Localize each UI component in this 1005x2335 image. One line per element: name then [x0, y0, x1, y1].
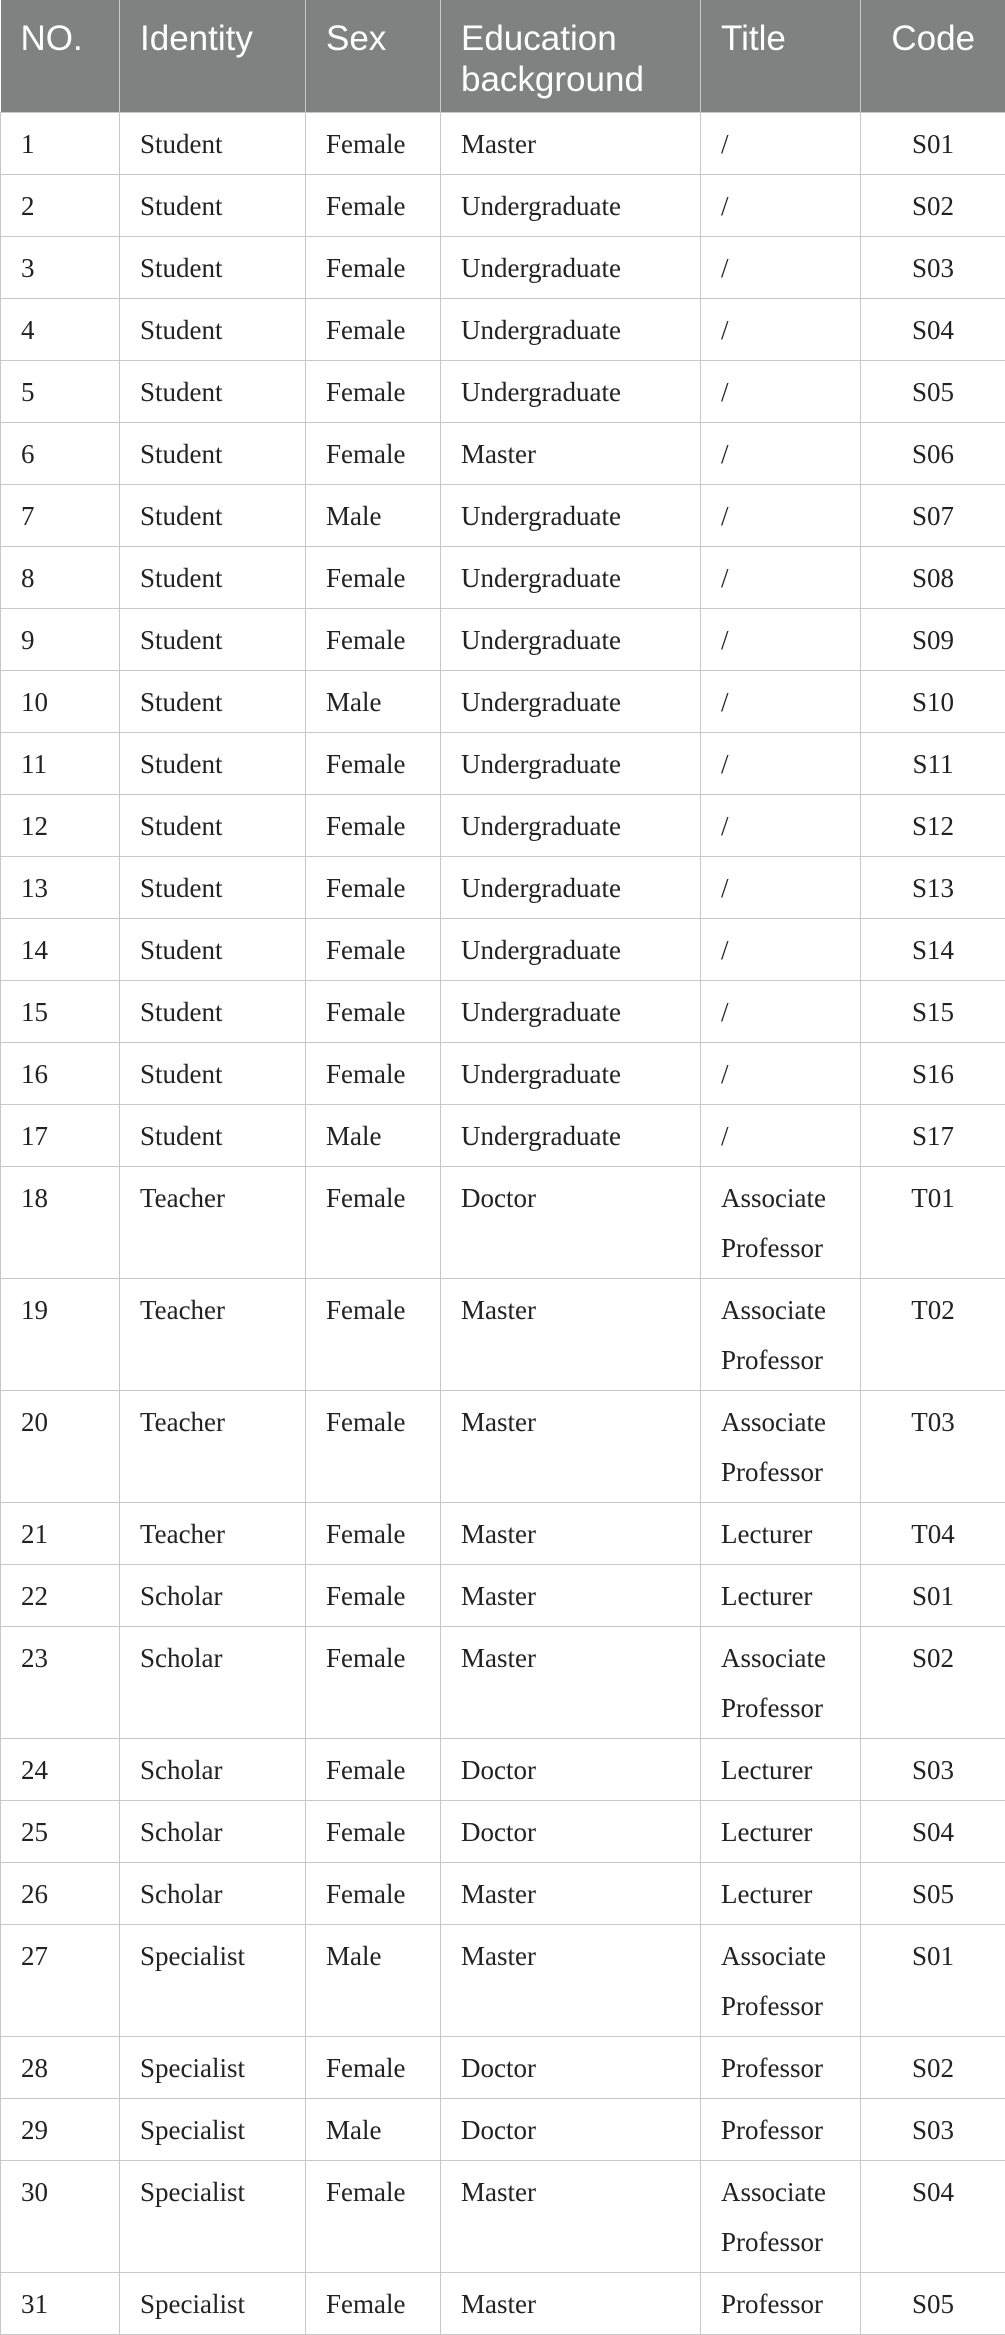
cell-sex: Female	[306, 2161, 441, 2273]
cell-code: S04	[861, 299, 1005, 361]
cell-title: /	[701, 547, 861, 609]
cell-sex: Male	[306, 485, 441, 547]
table-row	[1, 2099, 1005, 2161]
cell-title: /	[701, 981, 861, 1043]
cell-no: 30	[1, 2161, 120, 2273]
table-row	[1, 857, 1005, 919]
table-row	[1, 113, 1005, 175]
cell-identity: Student	[120, 919, 306, 981]
cell-sex: Male	[306, 1925, 441, 2037]
cell-education: Master	[441, 423, 701, 485]
cell-code: S05	[861, 2273, 1005, 2335]
cell-code: S01	[861, 1565, 1005, 1627]
cell-code: S04	[861, 2161, 1005, 2273]
cell-title: /	[701, 733, 861, 795]
cell-education: Doctor	[441, 1167, 701, 1279]
cell-identity: Student	[120, 981, 306, 1043]
header-code: Code	[861, 0, 1005, 113]
cell-identity: Scholar	[120, 1627, 306, 1739]
cell-identity: Student	[120, 423, 306, 485]
table-row	[1, 423, 1005, 485]
cell-education: Master	[441, 1391, 701, 1503]
cell-no: 2	[1, 175, 120, 237]
cell-title: /	[701, 609, 861, 671]
cell-title: /	[701, 1105, 861, 1167]
cell-title: Associate Professor	[701, 2161, 861, 2273]
cell-code: S06	[861, 423, 1005, 485]
cell-sex: Female	[306, 175, 441, 237]
cell-education: Undergraduate	[441, 795, 701, 857]
cell-identity: Student	[120, 237, 306, 299]
cell-sex: Female	[306, 2273, 441, 2335]
cell-code: S02	[861, 1627, 1005, 1739]
cell-sex: Female	[306, 1801, 441, 1863]
cell-identity: Student	[120, 609, 306, 671]
table-row	[1, 981, 1005, 1043]
cell-code: S05	[861, 361, 1005, 423]
table-row	[1, 795, 1005, 857]
cell-education: Undergraduate	[441, 981, 701, 1043]
cell-code: S10	[861, 671, 1005, 733]
cell-code: S08	[861, 547, 1005, 609]
cell-identity: Student	[120, 857, 306, 919]
cell-identity: Specialist	[120, 2099, 306, 2161]
cell-identity: Student	[120, 795, 306, 857]
cell-no: 3	[1, 237, 120, 299]
cell-title: Professor	[701, 2099, 861, 2161]
cell-no: 31	[1, 2273, 120, 2335]
cell-sex: Female	[306, 857, 441, 919]
cell-title: /	[701, 485, 861, 547]
cell-no: 28	[1, 2037, 120, 2099]
cell-no: 24	[1, 1739, 120, 1801]
cell-identity: Student	[120, 733, 306, 795]
cell-education: Undergraduate	[441, 361, 701, 423]
header-education: Education background	[441, 0, 701, 113]
cell-title: /	[701, 795, 861, 857]
cell-sex: Female	[306, 1391, 441, 1503]
cell-code: T02	[861, 1279, 1005, 1391]
table-header	[1, 0, 1005, 113]
table-row	[1, 1627, 1005, 1739]
cell-identity: Student	[120, 671, 306, 733]
cell-education: Undergraduate	[441, 857, 701, 919]
table-row	[1, 547, 1005, 609]
cell-code: S11	[861, 733, 1005, 795]
cell-no: 29	[1, 2099, 120, 2161]
cell-no: 21	[1, 1503, 120, 1565]
cell-education: Undergraduate	[441, 609, 701, 671]
cell-title: /	[701, 175, 861, 237]
cell-sex: Female	[306, 1863, 441, 1925]
cell-sex: Female	[306, 1739, 441, 1801]
table-row	[1, 1801, 1005, 1863]
cell-code: S03	[861, 237, 1005, 299]
table-row	[1, 2273, 1005, 2335]
cell-title: /	[701, 857, 861, 919]
cell-sex: Female	[306, 1627, 441, 1739]
cell-title: /	[701, 423, 861, 485]
table-row	[1, 1925, 1005, 2037]
cell-identity: Teacher	[120, 1391, 306, 1503]
cell-education: Master	[441, 113, 701, 175]
table-row	[1, 1503, 1005, 1565]
cell-code: T01	[861, 1167, 1005, 1279]
table-row	[1, 1043, 1005, 1105]
cell-education: Undergraduate	[441, 175, 701, 237]
cell-education: Doctor	[441, 1801, 701, 1863]
table-row	[1, 175, 1005, 237]
table-row	[1, 361, 1005, 423]
cell-education: Undergraduate	[441, 671, 701, 733]
table-row	[1, 919, 1005, 981]
cell-code: S01	[861, 1925, 1005, 2037]
header-no: NO.	[1, 0, 120, 113]
cell-sex: Female	[306, 361, 441, 423]
table-row	[1, 1105, 1005, 1167]
cell-education: Undergraduate	[441, 733, 701, 795]
cell-education: Master	[441, 1503, 701, 1565]
cell-identity: Scholar	[120, 1739, 306, 1801]
cell-code: S15	[861, 981, 1005, 1043]
cell-code: T03	[861, 1391, 1005, 1503]
cell-identity: Specialist	[120, 1925, 306, 2037]
cell-no: 18	[1, 1167, 120, 1279]
cell-title: Associate Professor	[701, 1925, 861, 2037]
cell-no: 6	[1, 423, 120, 485]
table-row	[1, 2161, 1005, 2273]
table-body	[1, 113, 1005, 2335]
cell-sex: Female	[306, 423, 441, 485]
cell-sex: Female	[306, 609, 441, 671]
cell-sex: Female	[306, 113, 441, 175]
cell-title: Lecturer	[701, 1565, 861, 1627]
cell-code: S02	[861, 2037, 1005, 2099]
cell-education: Master	[441, 1627, 701, 1739]
header-identity: Identity	[120, 0, 306, 113]
cell-title: Professor	[701, 2273, 861, 2335]
cell-title: /	[701, 361, 861, 423]
header-sex: Sex	[306, 0, 441, 113]
header-title: Title	[701, 0, 861, 113]
cell-sex: Female	[306, 237, 441, 299]
cell-code: S02	[861, 175, 1005, 237]
table-row	[1, 1739, 1005, 1801]
cell-no: 12	[1, 795, 120, 857]
cell-sex: Female	[306, 1167, 441, 1279]
cell-title: /	[701, 1043, 861, 1105]
cell-no: 17	[1, 1105, 120, 1167]
cell-sex: Female	[306, 1043, 441, 1105]
cell-education: Doctor	[441, 2099, 701, 2161]
cell-title: /	[701, 237, 861, 299]
table-row	[1, 609, 1005, 671]
cell-title: Lecturer	[701, 1739, 861, 1801]
cell-sex: Female	[306, 919, 441, 981]
cell-no: 1	[1, 113, 120, 175]
cell-no: 19	[1, 1279, 120, 1391]
cell-identity: Student	[120, 113, 306, 175]
cell-identity: Scholar	[120, 1801, 306, 1863]
cell-education: Undergraduate	[441, 299, 701, 361]
cell-title: /	[701, 671, 861, 733]
cell-education: Master	[441, 1863, 701, 1925]
cell-sex: Female	[306, 981, 441, 1043]
cell-identity: Scholar	[120, 1565, 306, 1627]
table-row	[1, 237, 1005, 299]
cell-no: 20	[1, 1391, 120, 1503]
cell-identity: Student	[120, 361, 306, 423]
cell-sex: Female	[306, 1565, 441, 1627]
cell-title: Professor	[701, 2037, 861, 2099]
cell-no: 14	[1, 919, 120, 981]
table-row	[1, 2037, 1005, 2099]
cell-education: Undergraduate	[441, 919, 701, 981]
cell-code: S12	[861, 795, 1005, 857]
cell-identity: Teacher	[120, 1279, 306, 1391]
cell-title: Associate Professor	[701, 1391, 861, 1503]
cell-no: 13	[1, 857, 120, 919]
cell-no: 11	[1, 733, 120, 795]
table-row	[1, 1167, 1005, 1279]
cell-sex: Male	[306, 671, 441, 733]
cell-sex: Female	[306, 733, 441, 795]
cell-code: S13	[861, 857, 1005, 919]
cell-title: Lecturer	[701, 1801, 861, 1863]
cell-code: S03	[861, 2099, 1005, 2161]
cell-education: Master	[441, 1279, 701, 1391]
cell-education: Doctor	[441, 2037, 701, 2099]
cell-no: 7	[1, 485, 120, 547]
cell-sex: Female	[306, 1279, 441, 1391]
cell-identity: Specialist	[120, 2161, 306, 2273]
cell-education: Master	[441, 1925, 701, 2037]
cell-no: 4	[1, 299, 120, 361]
cell-no: 8	[1, 547, 120, 609]
cell-title: Lecturer	[701, 1863, 861, 1925]
cell-identity: Student	[120, 299, 306, 361]
cell-no: 27	[1, 1925, 120, 2037]
cell-code: S14	[861, 919, 1005, 981]
cell-title: Associate Professor	[701, 1167, 861, 1279]
cell-education: Master	[441, 2161, 701, 2273]
cell-code: S09	[861, 609, 1005, 671]
table-row	[1, 299, 1005, 361]
cell-identity: Specialist	[120, 2037, 306, 2099]
table-row	[1, 1863, 1005, 1925]
cell-identity: Scholar	[120, 1863, 306, 1925]
cell-education: Master	[441, 2273, 701, 2335]
cell-code: S17	[861, 1105, 1005, 1167]
cell-identity: Student	[120, 175, 306, 237]
cell-sex: Female	[306, 1503, 441, 1565]
cell-code: T04	[861, 1503, 1005, 1565]
cell-code: S16	[861, 1043, 1005, 1105]
cell-identity: Student	[120, 547, 306, 609]
cell-education: Undergraduate	[441, 485, 701, 547]
cell-code: S03	[861, 1739, 1005, 1801]
cell-education: Undergraduate	[441, 1043, 701, 1105]
cell-identity: Teacher	[120, 1167, 306, 1279]
cell-education: Doctor	[441, 1739, 701, 1801]
cell-no: 10	[1, 671, 120, 733]
table-row	[1, 1391, 1005, 1503]
cell-no: 26	[1, 1863, 120, 1925]
table-row	[1, 733, 1005, 795]
cell-sex: Female	[306, 299, 441, 361]
cell-no: 9	[1, 609, 120, 671]
cell-sex: Female	[306, 795, 441, 857]
cell-no: 15	[1, 981, 120, 1043]
cell-title: Associate Professor	[701, 1627, 861, 1739]
cell-no: 5	[1, 361, 120, 423]
cell-identity: Teacher	[120, 1503, 306, 1565]
cell-no: 25	[1, 1801, 120, 1863]
cell-identity: Student	[120, 1043, 306, 1105]
cell-code: S07	[861, 485, 1005, 547]
header-row	[1, 0, 1005, 113]
cell-sex: Female	[306, 2037, 441, 2099]
cell-education: Undergraduate	[441, 547, 701, 609]
cell-title: /	[701, 299, 861, 361]
cell-code: S01	[861, 113, 1005, 175]
cell-sex: Female	[306, 547, 441, 609]
table-row	[1, 1565, 1005, 1627]
cell-sex: Male	[306, 2099, 441, 2161]
cell-education: Undergraduate	[441, 1105, 701, 1167]
cell-identity: Student	[120, 1105, 306, 1167]
cell-no: 23	[1, 1627, 120, 1739]
cell-education: Undergraduate	[441, 237, 701, 299]
cell-no: 22	[1, 1565, 120, 1627]
table-row	[1, 671, 1005, 733]
cell-title: Lecturer	[701, 1503, 861, 1565]
cell-education: Master	[441, 1565, 701, 1627]
cell-identity: Specialist	[120, 2273, 306, 2335]
table-row	[1, 1279, 1005, 1391]
cell-title: /	[701, 113, 861, 175]
cell-code: S04	[861, 1801, 1005, 1863]
cell-sex: Male	[306, 1105, 441, 1167]
cell-identity: Student	[120, 485, 306, 547]
cell-no: 16	[1, 1043, 120, 1105]
table-row	[1, 485, 1005, 547]
cell-code: S05	[861, 1863, 1005, 1925]
cell-title: /	[701, 919, 861, 981]
cell-title: Associate Professor	[701, 1279, 861, 1391]
